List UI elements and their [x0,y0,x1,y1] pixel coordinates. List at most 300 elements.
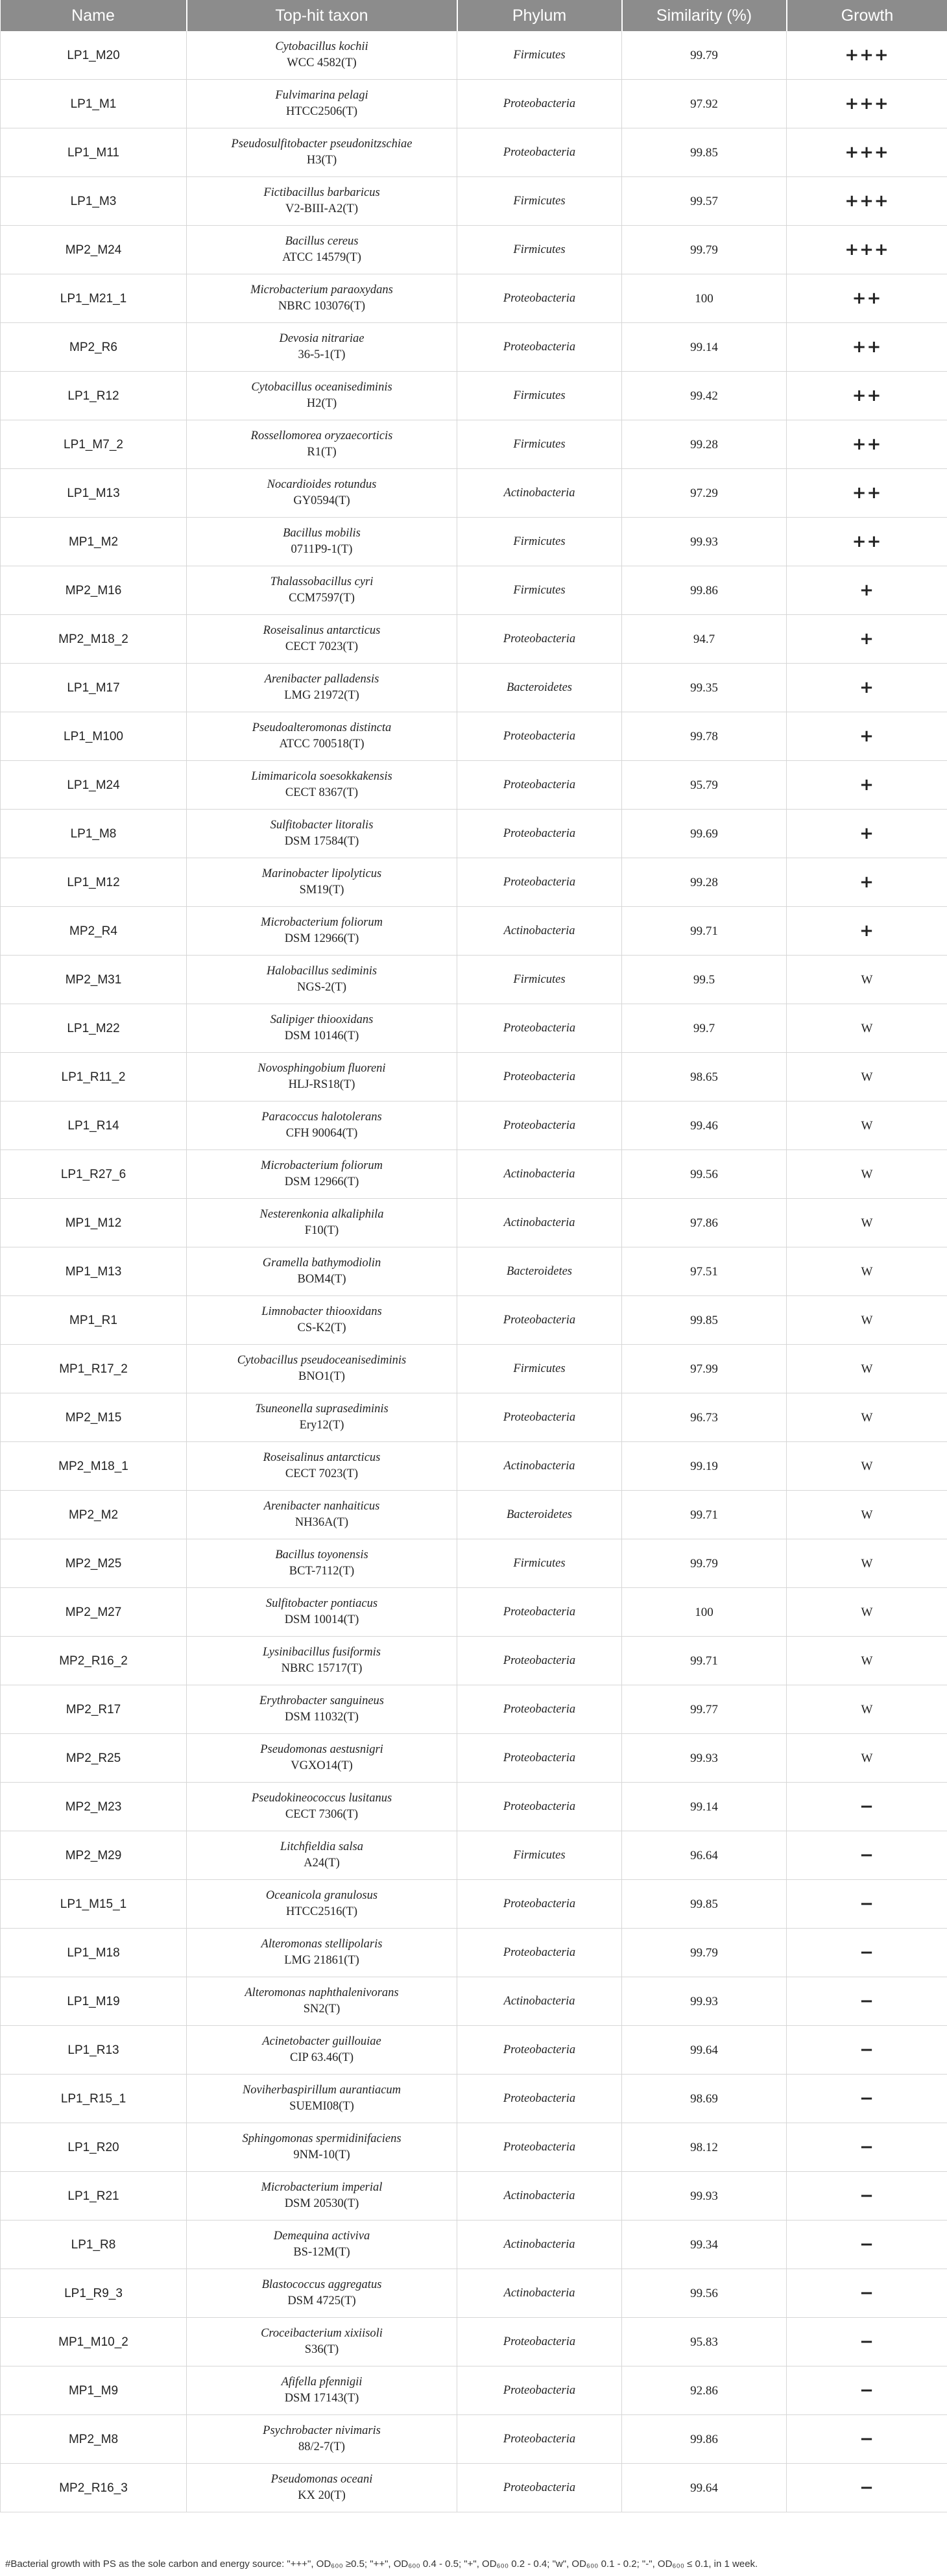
table-row [1,2415,947,2464]
cell-phylum: Proteobacteria [457,1880,622,1929]
cell-phylum: Proteobacteria [457,1783,622,1831]
cell-top-hit-taxon [187,469,457,518]
cell-similarity: 99.86 [622,566,787,615]
taxon-species: Devosia nitrariae [279,332,365,345]
cell-phylum: Proteobacteria [457,1929,622,1977]
table-row [1,128,947,177]
cell-phylum: Proteobacteria [457,1393,622,1442]
cell-similarity: 99.85 [622,1296,787,1345]
cell-similarity: 97.86 [622,1199,787,1247]
cell-similarity: 99.19 [622,1442,787,1491]
taxon-strain: CECT 7023(T) [285,640,359,653]
cell-phylum: Proteobacteria [457,761,622,810]
table-row [1,1783,947,1831]
cell-name: MP2_M25 [1,1539,187,1588]
table-row [1,1977,947,2026]
cell-name: LP1_R9_3 [1,2269,187,2318]
cell-name: LP1_M17 [1,664,187,712]
taxon-species: Erythrobacter sanguineus [259,1694,384,1707]
cell-top-hit-taxon [187,518,457,566]
taxon-species: Nesterenkonia alkaliphila [259,1208,384,1221]
cell-name: LP1_M19 [1,1977,187,2026]
cell-growth: − [787,2026,947,2075]
cell-growth: − [787,2075,947,2123]
taxon-strain: CECT 8367(T) [285,786,359,799]
cell-growth: ++ [787,323,947,372]
taxon-strain: SUEMI08(T) [289,2100,354,2113]
cell-similarity: 100 [622,274,787,323]
cell-growth: − [787,2269,947,2318]
cell-similarity: 96.64 [622,1831,787,1880]
cell-phylum: Firmicutes [457,1539,622,1588]
cell-phylum: Proteobacteria [457,858,622,907]
cell-growth: W [787,1150,947,1199]
cell-phylum: Firmicutes [457,177,622,226]
cell-name: MP1_M13 [1,1247,187,1296]
taxon-species: Blastococcus aggregatus [261,2278,382,2291]
cell-top-hit-taxon [187,1053,457,1101]
cell-phylum: Proteobacteria [457,810,622,858]
cell-growth: +++ [787,226,947,274]
cell-similarity: 99.64 [622,2026,787,2075]
cell-name: MP2_R17 [1,1685,187,1734]
cell-phylum: Proteobacteria [457,1685,622,1734]
taxon-strain: DSM 12966(T) [284,932,359,945]
taxon-species: Cytobacillus kochii [275,40,368,53]
table-row [1,1199,947,1247]
cell-name: MP2_M27 [1,1588,187,1637]
cell-name: LP1_M7_2 [1,420,187,469]
table-row [1,615,947,664]
cell-top-hit-taxon [187,420,457,469]
table-row [1,810,947,858]
taxon-strain: DSM 17584(T) [284,835,359,848]
taxon-species: Paracoccus halotolerans [261,1111,382,1124]
cell-top-hit-taxon [187,1247,457,1296]
cell-name: LP1_R21 [1,2172,187,2221]
table-row [1,226,947,274]
cell-phylum: Proteobacteria [457,712,622,761]
cell-top-hit-taxon [187,2172,457,2221]
cell-name: MP1_M10_2 [1,2318,187,2366]
cell-similarity: 97.92 [622,80,787,128]
cell-phylum: Proteobacteria [457,2318,622,2366]
cell-top-hit-taxon [187,1393,457,1442]
table-row [1,323,947,372]
cell-top-hit-taxon [187,1004,457,1053]
taxon-strain: SM19(T) [299,884,344,897]
cell-growth: − [787,2123,947,2172]
taxon-strain: VGXO14(T) [291,1759,353,1772]
cell-growth: + [787,615,947,664]
cell-similarity: 99.14 [622,1783,787,1831]
cell-growth: W [787,1296,947,1345]
taxon-species: Pseudomonas oceani [270,2473,373,2486]
cell-phylum: Proteobacteria [457,1004,622,1053]
cell-phylum: Actinobacteria [457,2269,622,2318]
taxon-species: Marinobacter lipolyticus [261,867,382,880]
cell-name: LP1_M11 [1,128,187,177]
table-body [1,31,947,2512]
cell-name: LP1_R11_2 [1,1053,187,1101]
cell-name: LP1_M21_1 [1,274,187,323]
cell-name: MP1_M9 [1,2366,187,2415]
taxon-strain: F10(T) [304,1224,339,1237]
taxon-strain: CECT 7023(T) [285,1467,359,1480]
cell-phylum: Proteobacteria [457,323,622,372]
taxon-strain: LMG 21861(T) [284,1954,359,1967]
taxon-strain: 88/2-7(T) [298,2440,345,2453]
cell-phylum: Firmicutes [457,1831,622,1880]
table-row [1,2026,947,2075]
table-row [1,1150,947,1199]
cell-growth: W [787,1734,947,1783]
taxon-species: Nocardioides rotundus [267,478,377,491]
cell-name: LP1_M24 [1,761,187,810]
cell-similarity: 99.85 [622,128,787,177]
taxon-species: Sphingomonas spermidinifaciens [242,2132,402,2145]
cell-name: LP1_R13 [1,2026,187,2075]
cell-similarity: 99.85 [622,1880,787,1929]
taxon-strain: CFH 90064(T) [285,1127,358,1140]
cell-growth: ++ [787,372,947,420]
cell-top-hit-taxon [187,907,457,956]
cell-name: MP2_R16_3 [1,2464,187,2512]
cell-growth: − [787,1880,947,1929]
cell-top-hit-taxon [187,664,457,712]
taxon-strain: KX 20(T) [298,2489,346,2502]
cell-top-hit-taxon [187,1199,457,1247]
cell-similarity: 99.79 [622,31,787,80]
cell-top-hit-taxon [187,2075,457,2123]
cell-growth: +++ [787,177,947,226]
cell-name: LP1_R15_1 [1,2075,187,2123]
header-name: Name [1,0,187,31]
cell-name: MP2_R16_2 [1,1637,187,1685]
taxon-species: Tsuneonella suprasediminis [255,1402,389,1415]
cell-similarity: 99.93 [622,2172,787,2221]
taxon-strain: DSM 17143(T) [284,2392,359,2405]
taxon-strain: NGS-2(T) [296,981,347,994]
taxon-species: Psychrobacter nivimaris [263,2424,381,2437]
cell-phylum: Firmicutes [457,226,622,274]
cell-top-hit-taxon [187,2221,457,2269]
cell-top-hit-taxon [187,1734,457,1783]
taxon-species: Halobacillus sediminis [266,965,378,978]
cell-name: MP1_R1 [1,1296,187,1345]
cell-phylum: Proteobacteria [457,2075,622,2123]
taxon-species: Sulfitobacter litoralis [270,819,374,832]
taxon-species: Limnobacter thiooxidans [261,1305,382,1318]
cell-phylum: Bacteroidetes [457,1491,622,1539]
cell-similarity: 99.34 [622,2221,787,2269]
taxon-species: Microbacterium foliorum [261,1159,383,1172]
cell-growth: W [787,1442,947,1491]
cell-top-hit-taxon [187,2026,457,2075]
cell-growth: W [787,1101,947,1150]
cell-similarity: 99.71 [622,1637,787,1685]
table-row [1,80,947,128]
cell-top-hit-taxon [187,1929,457,1977]
taxon-strain: WCC 4582(T) [287,56,357,69]
cell-similarity: 99.56 [622,1150,787,1199]
taxon-strain: Ery12(T) [299,1419,344,1432]
cell-phylum: Actinobacteria [457,469,622,518]
table-row [1,372,947,420]
taxon-strain: DSM 4725(T) [287,2294,356,2307]
cell-top-hit-taxon [187,1588,457,1637]
taxon-strain: DSM 10146(T) [284,1029,359,1042]
cell-similarity: 97.29 [622,469,787,518]
cell-phylum: Actinobacteria [457,1442,622,1491]
cell-phylum: Proteobacteria [457,1637,622,1685]
table-row [1,2221,947,2269]
table-footnote: #Bacterial growth with PS as the sole carbon and energy source: "+++", OD₆₀₀ ≥0.5; "++", OD₆₀₀ 0.4 - 0.5; "+", OD₆₀₀ 0.2 - 0.4; "w", OD₆₀₀ 0.1 - 0.2; "-", OD₆₀₀ ≤ 0.1, in 1 week. [5,2558,758,2570]
cell-similarity: 95.83 [622,2318,787,2366]
cell-name: LP1_M13 [1,469,187,518]
cell-top-hit-taxon [187,810,457,858]
taxon-species: Litchfieldia salsa [280,1840,363,1853]
cell-top-hit-taxon [187,1783,457,1831]
table-row [1,2269,947,2318]
cell-similarity: 99.78 [622,712,787,761]
cell-name: MP1_M12 [1,1199,187,1247]
cell-phylum: Firmicutes [457,420,622,469]
cell-similarity: 99.71 [622,907,787,956]
cell-growth: W [787,956,947,1004]
cell-top-hit-taxon [187,372,457,420]
cell-similarity: 98.65 [622,1053,787,1101]
cell-similarity: 99.86 [622,2415,787,2464]
cell-top-hit-taxon [187,226,457,274]
taxon-species: Salipiger thiooxidans [270,1013,374,1026]
cell-growth: + [787,664,947,712]
taxon-species: Cytobacillus oceanisediminis [251,381,392,394]
cell-growth: + [787,858,947,907]
taxon-strain: CS-K2(T) [297,1321,346,1334]
cell-similarity: 98.12 [622,2123,787,2172]
taxon-strain: CIP 63.46(T) [290,2051,354,2064]
cell-growth: ++ [787,469,947,518]
taxon-species: Microbacterium paraoxydans [250,283,393,296]
table-row [1,2318,947,2366]
table-row [1,2123,947,2172]
cell-growth: W [787,1393,947,1442]
cell-top-hit-taxon [187,31,457,80]
cell-similarity: 99.42 [622,372,787,420]
cell-phylum: Actinobacteria [457,1150,622,1199]
taxon-strain: BOM4(T) [297,1273,346,1286]
cell-phylum: Firmicutes [457,1345,622,1393]
cell-name: MP2_M24 [1,226,187,274]
cell-growth: − [787,2415,947,2464]
cell-top-hit-taxon [187,1296,457,1345]
cell-similarity: 99.93 [622,518,787,566]
cell-similarity: 99.79 [622,1929,787,1977]
taxon-species: Oceanicola granulosus [265,1889,378,1902]
cell-name: MP2_M23 [1,1783,187,1831]
cell-phylum: Proteobacteria [457,2464,622,2512]
cell-name: MP2_R6 [1,323,187,372]
cell-growth: ++ [787,420,947,469]
taxon-species: Arenibacter palladensis [264,673,379,686]
taxon-strain: GY0594(T) [293,494,350,507]
cell-top-hit-taxon [187,2123,457,2172]
cell-growth: − [787,2464,947,2512]
table-row [1,1296,947,1345]
taxon-species: Microbacterium imperial [261,2181,383,2194]
cell-similarity: 99.46 [622,1101,787,1150]
taxon-strain: DSM 20530(T) [284,2197,359,2210]
table-row [1,1004,947,1053]
cell-name: MP2_R4 [1,907,187,956]
cell-similarity: 96.73 [622,1393,787,1442]
taxon-species: Arenibacter nanhaiticus [263,1500,380,1513]
taxon-strain: NBRC 103076(T) [278,300,366,313]
cell-growth: + [787,810,947,858]
taxon-strain: 0711P9-1(T) [291,543,353,556]
cell-phylum: Actinobacteria [457,1977,622,2026]
taxon-species: Bacillus mobilis [283,527,361,540]
cell-name: LP1_M15_1 [1,1880,187,1929]
header-phylum: Phylum [457,0,622,31]
cell-top-hit-taxon [187,1977,457,2026]
cell-top-hit-taxon [187,80,457,128]
taxon-strain: S36(T) [304,2343,339,2356]
taxon-strain: H3(T) [306,154,337,167]
taxon-strain: DSM 10014(T) [284,1613,359,1626]
table-row [1,1637,947,1685]
cell-growth: W [787,1588,947,1637]
taxon-strain: DSM 11032(T) [285,1711,359,1724]
cell-similarity: 98.69 [622,2075,787,2123]
cell-similarity: 99.64 [622,2464,787,2512]
cell-name: LP1_M100 [1,712,187,761]
taxon-species: Gramella bathymodiolin [262,1257,381,1270]
cell-growth: + [787,566,947,615]
taxon-strain: R1(T) [307,446,337,459]
cell-top-hit-taxon [187,2415,457,2464]
cell-similarity: 99.28 [622,420,787,469]
cell-phylum: Proteobacteria [457,274,622,323]
cell-name: LP1_R8 [1,2221,187,2269]
cell-similarity: 99.28 [622,858,787,907]
cell-phylum: Actinobacteria [457,1199,622,1247]
cell-growth: ++ [787,274,947,323]
table-row [1,2075,947,2123]
cell-name: LP1_R20 [1,2123,187,2172]
taxon-species: Rossellomorea oryzaecorticis [250,429,393,442]
cell-name: MP2_M29 [1,1831,187,1880]
table-row [1,1442,947,1491]
table-row [1,1880,947,1929]
table-row [1,1685,947,1734]
cell-similarity: 99.56 [622,2269,787,2318]
cell-name: MP2_M2 [1,1491,187,1539]
cell-phylum: Firmicutes [457,518,622,566]
cell-name: MP2_M15 [1,1393,187,1442]
table-row [1,1393,947,1442]
taxon-strain: CECT 7306(T) [285,1808,359,1821]
taxon-strain: HTCC2516(T) [286,1905,357,1918]
taxon-strain: ATCC 700518(T) [279,738,365,751]
taxon-species: Acinetobacter guillouiae [262,2035,381,2048]
cell-top-hit-taxon [187,712,457,761]
cell-phylum: Proteobacteria [457,2415,622,2464]
table-row [1,31,947,80]
taxon-species: Alteromonas naphthalenivorans [245,1986,399,1999]
cell-phylum: Actinobacteria [457,907,622,956]
table-row [1,518,947,566]
cell-similarity: 99.93 [622,1977,787,2026]
cell-similarity: 99.69 [622,810,787,858]
taxon-species: Fulvimarina pelagi [275,89,368,102]
table-row [1,2464,947,2512]
cell-name: MP2_M18_2 [1,615,187,664]
cell-similarity: 97.99 [622,1345,787,1393]
table-row [1,177,947,226]
taxon-strain: CCM7597(T) [289,592,355,605]
cell-name: MP2_R25 [1,1734,187,1783]
taxon-species: Sulfitobacter pontiacus [265,1597,378,1610]
cell-growth: ++ [787,518,947,566]
taxon-strain: BS-12M(T) [293,2246,350,2259]
taxon-strain: LMG 21972(T) [284,689,359,702]
table-row [1,712,947,761]
header-top-hit-taxon: Top-hit taxon [187,0,457,31]
cell-top-hit-taxon [187,177,457,226]
table-row [1,1734,947,1783]
cell-growth: +++ [787,31,947,80]
cell-top-hit-taxon [187,1442,457,1491]
cell-phylum: Firmicutes [457,31,622,80]
cell-growth: W [787,1053,947,1101]
cell-similarity: 100 [622,1588,787,1637]
cell-growth: W [787,1685,947,1734]
cell-growth: W [787,1004,947,1053]
cell-phylum: Firmicutes [457,566,622,615]
table-row [1,1539,947,1588]
table-row [1,274,947,323]
table-row [1,2366,947,2415]
taxon-species: Fictibacillus barbaricus [263,186,380,199]
cell-name: LP1_M20 [1,31,187,80]
cell-phylum: Proteobacteria [457,2026,622,2075]
cell-growth: W [787,1199,947,1247]
cell-phylum: Proteobacteria [457,1588,622,1637]
cell-phylum: Firmicutes [457,372,622,420]
taxon-strain: SN2(T) [303,2003,341,2016]
cell-name: MP2_M8 [1,2415,187,2464]
cell-name: LP1_M3 [1,177,187,226]
taxon-strain: HTCC2506(T) [286,105,357,118]
taxon-strain: 9NM-10(T) [293,2149,350,2161]
cell-name: LP1_R14 [1,1101,187,1150]
cell-top-hit-taxon [187,1831,457,1880]
cell-top-hit-taxon [187,1150,457,1199]
cell-top-hit-taxon [187,1637,457,1685]
table-row [1,1345,947,1393]
taxon-species: Microbacterium foliorum [261,916,383,929]
taxon-species: Croceibacterium xixiisoli [261,2327,383,2340]
taxon-strain: NH36A(T) [294,1516,349,1529]
cell-name: LP1_R27_6 [1,1150,187,1199]
cell-phylum: Proteobacteria [457,128,622,177]
taxon-strain: DSM 12966(T) [284,1175,359,1188]
taxon-species: Pseudosulfitobacter pseudonitzschiae [231,138,413,150]
cell-top-hit-taxon [187,615,457,664]
cell-name: LP1_M12 [1,858,187,907]
